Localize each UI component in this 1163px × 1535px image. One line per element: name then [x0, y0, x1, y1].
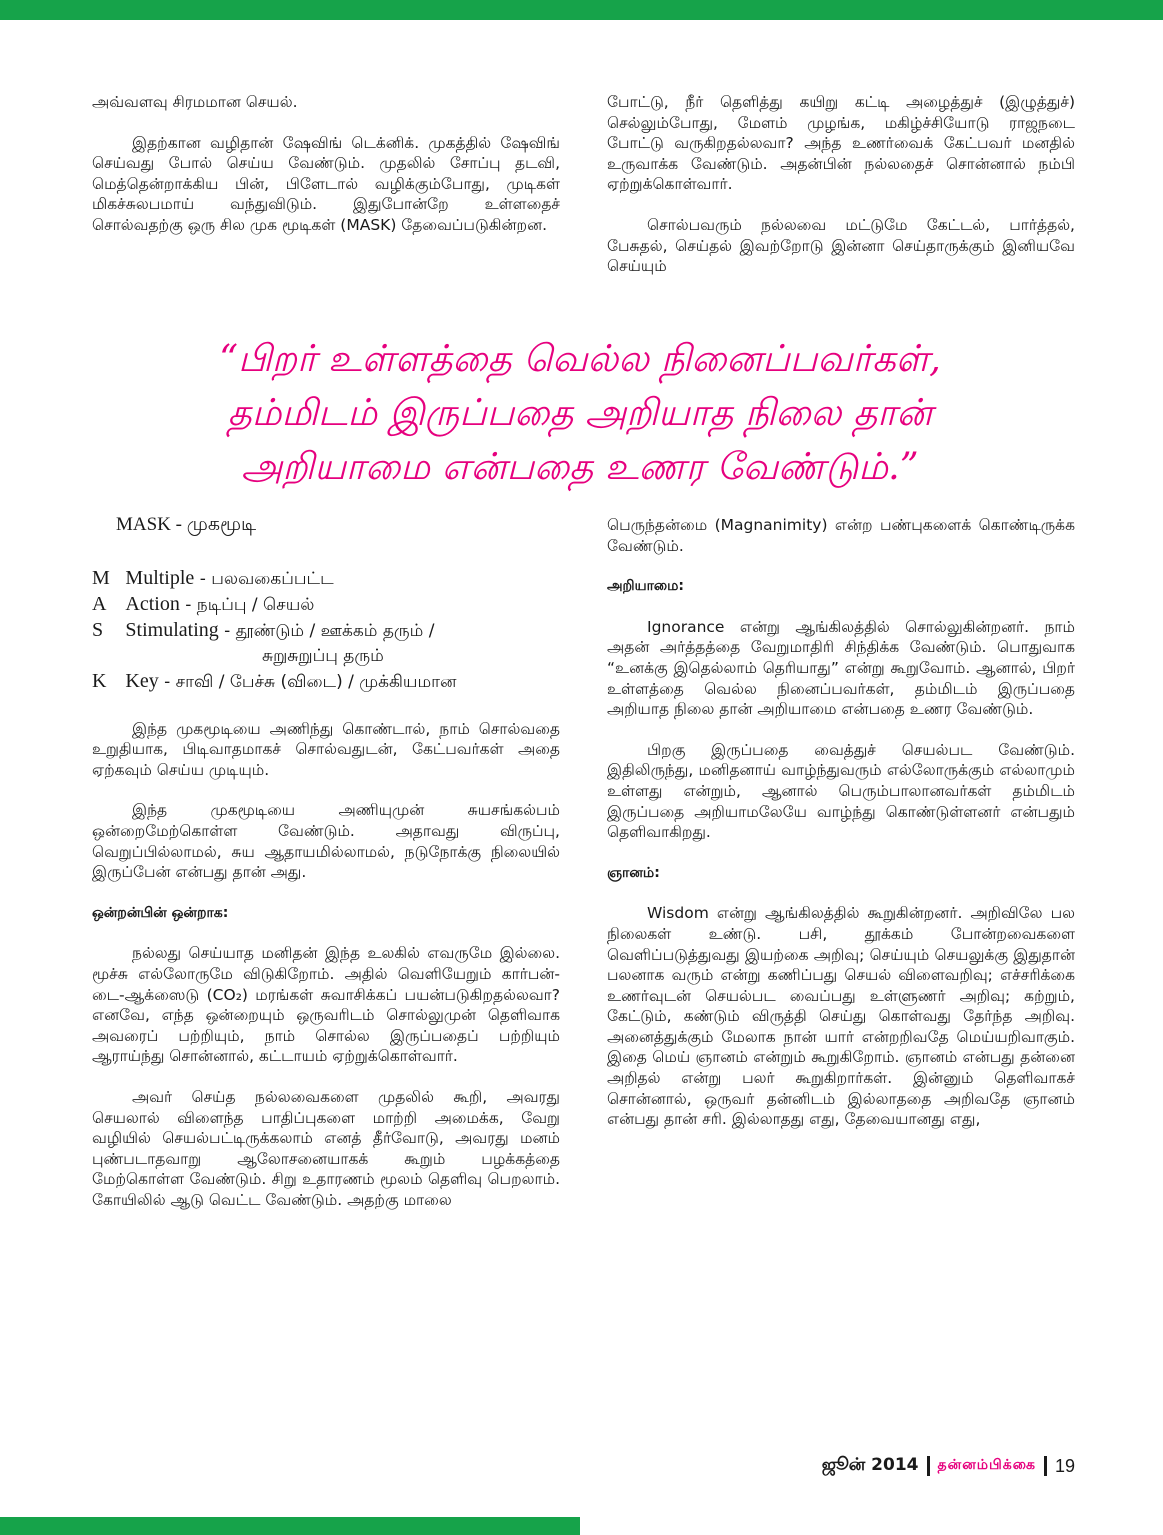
column-top-left: [92, 92, 560, 256]
paragraph: Ignorance என்று ஆங்கிலத்தில் சொல்லுகின்றனர். நாம் அதன் அர்த்தத்தை வேறுமாதிரி சிந்திக்க வேண்டும். பொதுவாக “உனக்கு இதெல்லாம் தெரியாது” என்று கூறுவோம். ஆனால், பிறர் உள்ளத்தை வெல்ல நினைப்பவர்கள், தம்மிடம் இருப்பதை அறியாத நிலை தான் அறியாமை என்பதை உணர வேண்டும்.: [607, 617, 1075, 719]
page-number: 19: [1054, 1455, 1075, 1476]
section-heading: அறியாமை:: [607, 578, 685, 595]
column-top-right: [607, 92, 1075, 297]
paragraph: அவர் செய்த நல்லவைகளை முதலில் கூறி, அவரது செயலால் விளைந்த பாதிப்புகளை மாற்றி அமைக்க, வேறு வழியில் செயல்பட்டிருக்கலாம் எனத் தீர்வோடு, அவரது மனம் புண்படாதவாறு ஆலோசனையாகக் கூறும் பழக்கத்தை மேற்கொள்ள வேண்டும். சிறு உதாரணம் மூலம் தெளிவு பெறலாம். கோயிலில் ஆடு வெட்ட வேண்டும். அதற்கு மாலை: [92, 1087, 560, 1209]
pull-quote: “பிறர் உள்ளத்தை வெல்ல நினைப்பவர்கள், தம்மிடம் இருப்பதை அறியாத நிலை தான் அறியாமை என்பதை உணர வேண்டும்.”: [219, 337, 941, 488]
section-heading: ஒன்றன்பின் ஒன்றாக:: [92, 904, 229, 921]
column-bottom-left: [92, 515, 560, 1230]
paragraph: Wisdom என்று ஆங்கிலத்தில் கூறுகின்றனர். அறிவிலே பல நிலைகள் உண்டு. பசி, தூக்கம் போன்றவைகளை வெளிப்படுத்துவது இயற்கை அறிவு; செய்யும் செயலுக்கு இதுதான் பலனாக வரும் என்று கணிப்பது செயல் விளைவறிவு; எச்சரிக்கை உணர்வுடன் செயல்பட வைப்பது உள்ளுணர் அறிவு; கற்றும், கேட்டும், கண்டும் விருத்தி செய்து கொள்வது தேர்ந்த அறிவு. அனைத்துக்கும் மேலாக நான் யார் என்றறிவதே மெய்யறிவாகும். இதை மெய் ஞானம் என்றும் கூறுகிறோம். ஞானம் என்பது தன்னை அறிதல் என்று பலர் கூறுகிறார்கள். இன்னும் தெளிவாகச் சொன்னால், ஒருவர் தன்னிடம் இல்லாததை அறிவதே ஞானம் என்பது தான் சரி. இல்லாதது எது, தேவையானது எது,: [607, 904, 1075, 1129]
paragraph: இதற்கான வழிதான் ஷேவிங் டெக்னிக். முகத்தில் ஷேவிங் செய்வது போல் செய்ய வேண்டும். முதலில் சோப்பு தடவி, மெத்தென்றாக்கிய பின், பிளேடால் வழிக்கும்போது, முடிகள் மிகச்சுலபமாய் வந்துவிடும். இதுபோன்றே உள்ளதைச் சொல்வதற்கு ஒரு சில முக மூடிகள் (MASK) தேவைப்படுகின்றன.: [92, 133, 560, 234]
mask-item: K Key - சாவி / பேச்சு (விடை) / முக்கியமான: [92, 669, 457, 692]
mask-title: MASK - முகமூடி: [116, 514, 257, 535]
bottom-accent-bar: [0, 1517, 580, 1535]
mask-item: S Stimulating - தூண்டும் / ஊக்கம் தரும் /: [92, 618, 435, 641]
paragraph: அவ்வளவு சிரமமான செயல்.: [92, 93, 298, 111]
paragraph: சொல்பவரும் நல்லவை மட்டுமே கேட்டல், பார்த்தல், பேசுதல், செய்தல் இவற்றோடு இன்னா செய்தாருக்கும் இனியவே செய்யும்: [607, 215, 1075, 276]
divider: [927, 1456, 930, 1476]
paragraph: போட்டு, நீர் தெளித்து கயிறு கட்டி அழைத்துச் (இழுத்துச்) செல்லும்போது, மேளம் முழங்க, மகிழ்ச்சியோடு ராஜநடை போட்டு வருகிறதல்லவா? அந்த உணர்வைக் கேட்பவர் மனதில் உருவாக்க வேண்டும். அதன்பின் நல்லதைச் சொன்னால் நம்பி ஏற்றுக்கொள்வார்.: [607, 93, 1075, 194]
mask-item-continuation: சுறுசுறுப்பு தரும்: [262, 645, 384, 666]
paragraph: இந்த முகமூடியை அணிந்து கொண்டால், நாம் சொல்வதை உறுதியாக, பிடிவாதமாகச் சொல்வதுடன், கேட்பவர்கள் அதை ஏற்கவும் செய்ய முடியும்.: [92, 719, 560, 779]
paragraph: நல்லது செய்யாத மனிதன் இந்த உலகில் எவருமே இல்லை. மூச்சு எல்லோருமே விடுகிறோம். அதில் வெளியேறும் கார்பன்-டை-ஆக்ஸைடு (CO₂) மரங்கள் சுவாசிக்கப் பயன்படுகிறதல்லவா? எனவே, எந்த ஒன்றையும் ஒருவரிடம் சொல்லுமுன் தெளிவாக அவரைப் பற்றியும், நாம் சொல்ல இருப்பதைப் பற்றியும் ஆராய்ந்து சொன்னால், கட்டாயம் ஏற்றுக்கொள்வார்.: [92, 944, 560, 1066]
section-heading: ஞானம்:: [607, 864, 660, 881]
magazine-logo: தன்னம்பிக்கை: [937, 1457, 1036, 1473]
mask-item: M Multiple - பலவகைப்பட்ட: [92, 566, 334, 589]
paragraph: பெருந்தன்மை (Magnanimity) என்ற பண்புகளைக் கொண்டிருக்க வேண்டும்.: [607, 516, 1075, 555]
divider: [1044, 1456, 1047, 1476]
paragraph: பிறகு இருப்பதை வைத்துச் செயல்பட வேண்டும். இதிலிருந்து, மனிதனாய் வாழ்ந்துவரும் எல்லோருக்கும் எல்லாமும் உள்ளது என்றும், ஆனால் பெரும்பாலானவர்கள் தம்மிடம் இருப்பதை அறியாமலேயே வாழ்ந்து கொண்டுள்ளனர் என்பதும் தெளிவாகிறது.: [607, 740, 1075, 842]
page-footer: [822, 1455, 1075, 1477]
mask-item: A Action - நடிப்பு / செயல்: [92, 592, 315, 615]
issue-date: ஜூன் 2014: [821, 1455, 919, 1475]
mask-list: [92, 566, 560, 695]
paragraph: இந்த முகமூடியை அணியுமுன் சுயசங்கல்பம் ஒன்றைமேற்கொள்ள வேண்டும். அதாவது விருப்பு, வெறுப்பில்லாமல், சுய ஆதாயமில்லாமல், நடுநோக்கு நிலையில் இருப்பேன் என்பது தான் அது.: [92, 801, 560, 882]
top-accent-bar: [0, 0, 1163, 20]
column-bottom-right: [607, 515, 1075, 1150]
